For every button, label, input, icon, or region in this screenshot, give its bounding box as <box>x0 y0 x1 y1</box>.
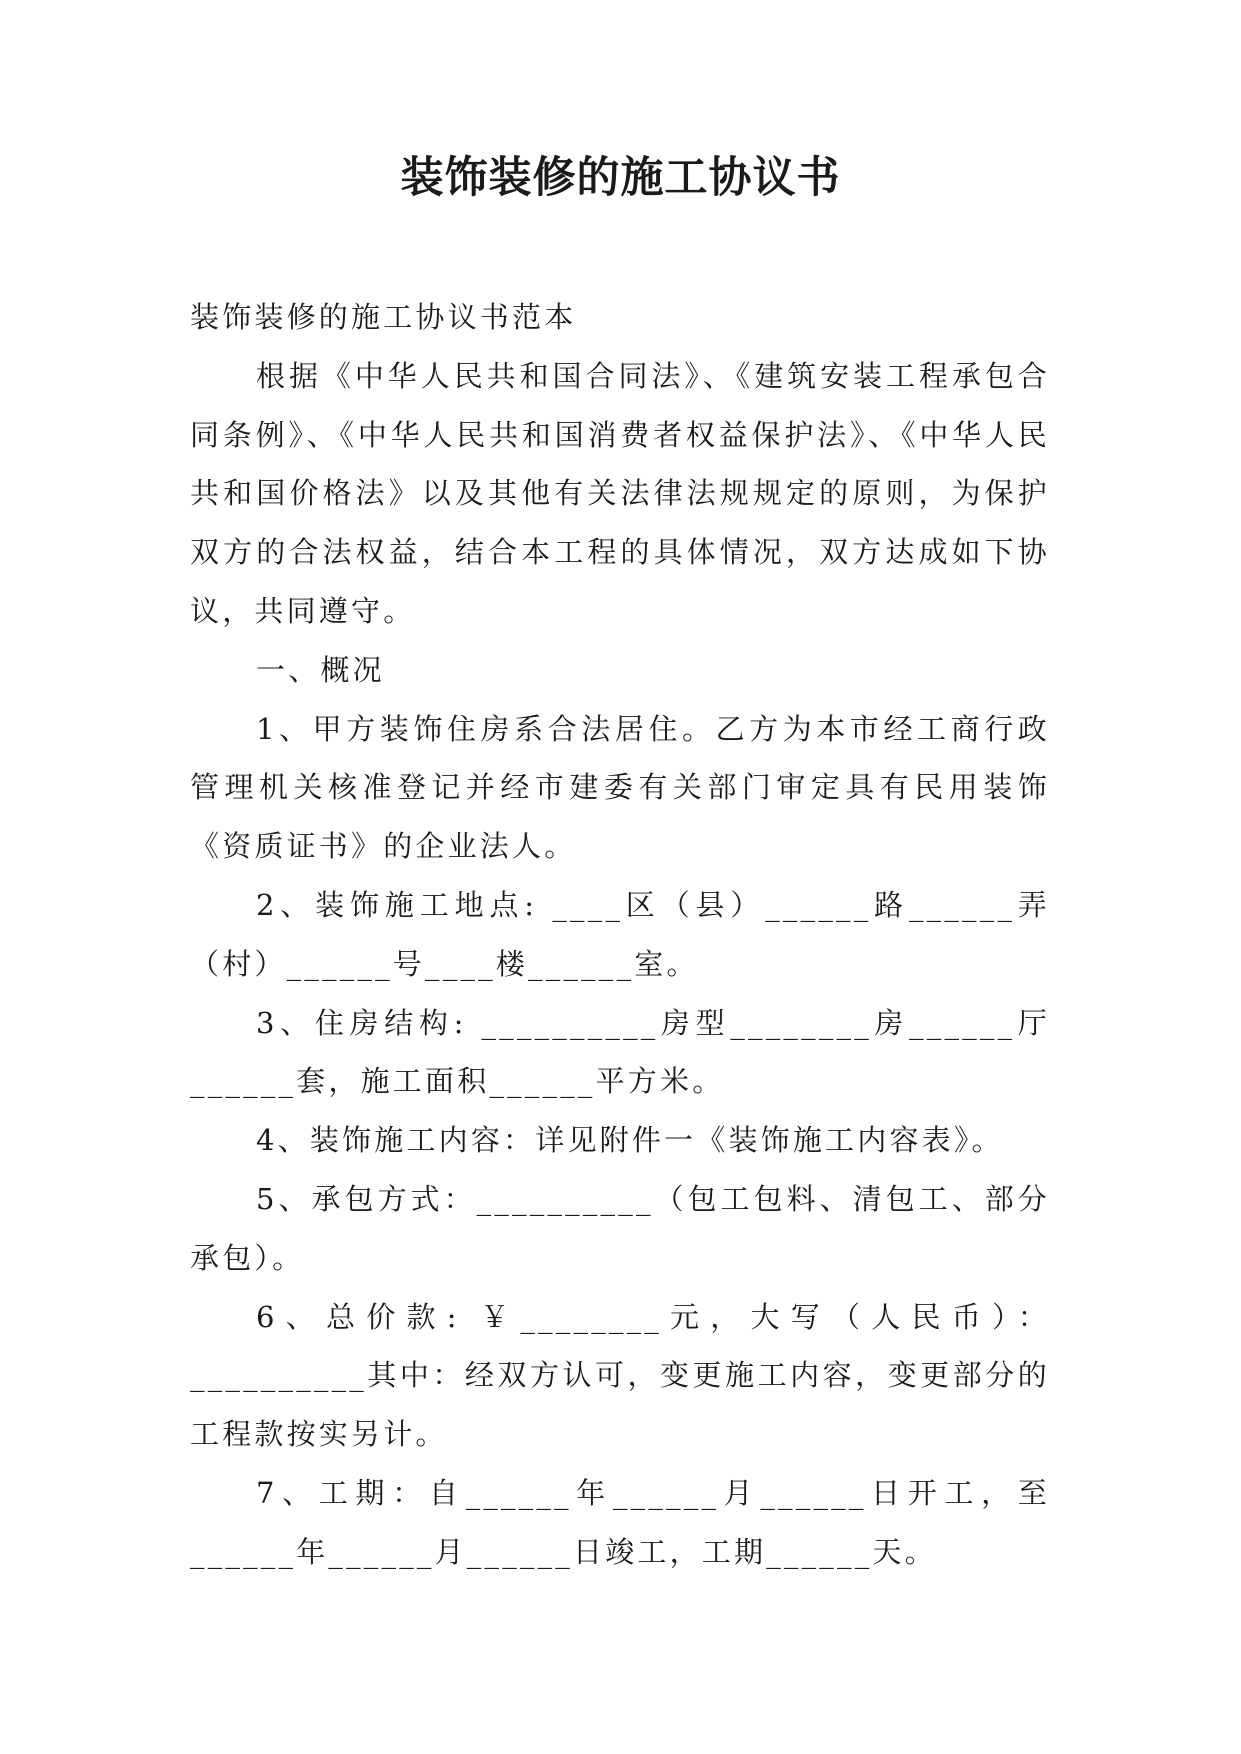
clause-4-content: 4、装饰施工内容：详见附件一《装饰施工内容表》。 <box>256 1123 1004 1158</box>
document-body <box>190 288 1050 1582</box>
document-subtitle: 装饰装修的施工协议书范本 <box>190 300 577 334</box>
clause-7-schedule: 7、工期：自______年______月______日开工，至______年______月______日竣工，工期______天。 <box>190 1475 1050 1569</box>
clause-1-parties: 1、甲方装饰住房系合法居住。乙方为本市经工商行政管理机关核准登记并经市建委有关部门审定具有民用装饰《资质证书》的企业法人。 <box>190 711 1050 864</box>
document-title: 装饰装修的施工协议书 <box>400 153 841 203</box>
clause-6-total-price: 6、总价款: ￥________元，大写（人民币）：__________其中：经双方认可，变更施工内容，变更部分的工程款按实另计。 <box>190 1299 1050 1452</box>
clause-5-contract-mode: 5、承包方式：__________（包工包料、清包工、部分承包）。 <box>190 1181 1050 1275</box>
section-heading-overview: 一、概况 <box>256 652 385 687</box>
paragraph-preamble: 根据《中华人民共和国合同法》、《建筑安装工程承包合同条例》、《中华人民共和国消费者权益保护法》、《中华人民共和国价格法》以及其他有关法律法规规定的原则，为保护双方的合法权益，结合本工程的具体情况，双方达成如下协议，共同遵守。 <box>190 358 1050 628</box>
clause-3-structure: 3、住房结构: __________房型________房______厅______套，施工面积______平方米。 <box>190 1005 1050 1099</box>
clause-2-location: 2、装饰施工地点: ____区（县）______路______弄（村）______号____楼______室。 <box>190 887 1050 981</box>
